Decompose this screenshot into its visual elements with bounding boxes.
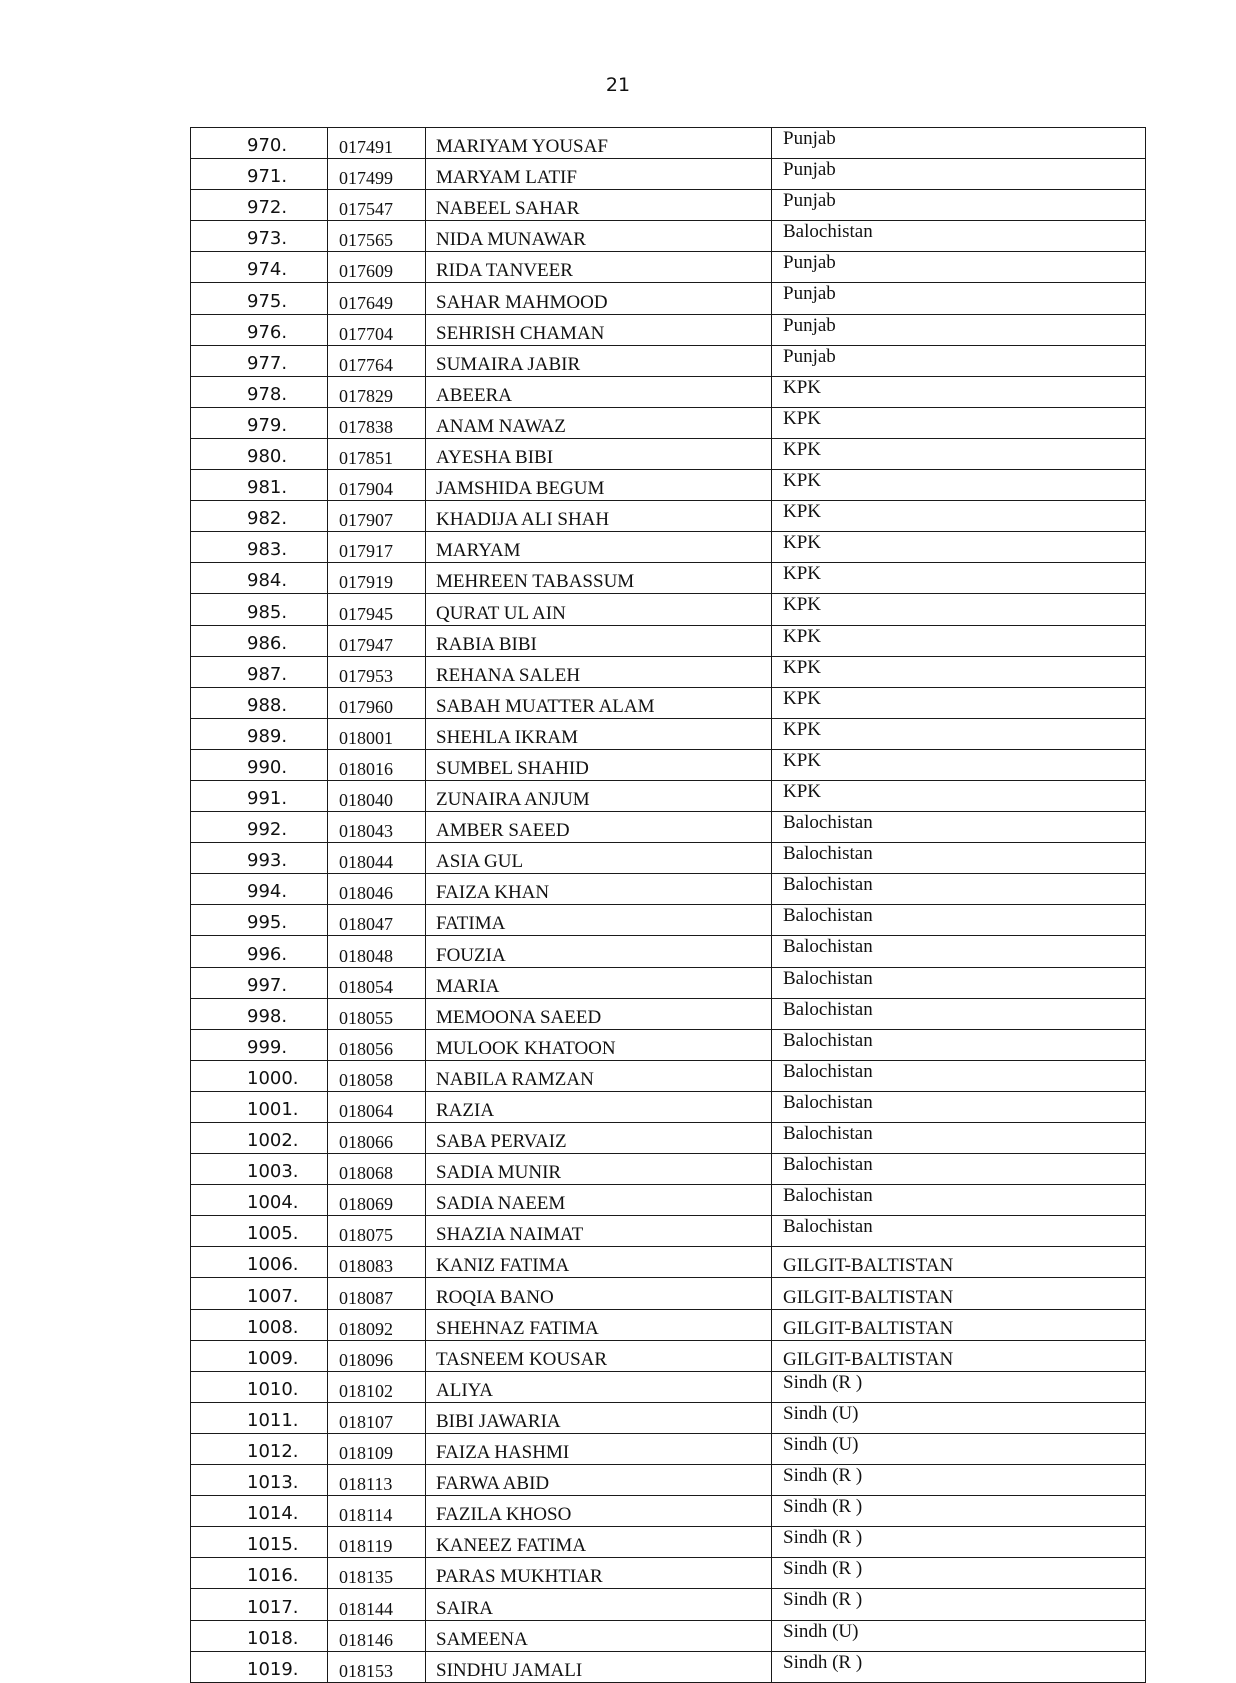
serial-number-cell: 1007. (191, 1278, 328, 1309)
roll-number-cell: 018102 (328, 1371, 426, 1402)
roll-number-cell: 018048 (328, 936, 426, 967)
table-row (191, 1558, 1146, 1589)
province-cell: Balochistan (772, 1091, 1146, 1122)
serial-number-cell: 987. (191, 656, 328, 687)
roll-number-cell: 018040 (328, 780, 426, 811)
table-row (191, 1216, 1146, 1247)
serial-number-cell: 1001. (191, 1091, 328, 1122)
candidate-name-cell: SAHAR MAHMOOD (426, 283, 772, 314)
table-row (191, 345, 1146, 376)
table-row (191, 1029, 1146, 1060)
province-cell: Balochistan (772, 1060, 1146, 1091)
province-cell: KPK (772, 470, 1146, 501)
candidate-name-cell: SHEHNAZ FATIMA (426, 1309, 772, 1340)
province-cell: KPK (772, 749, 1146, 780)
table-row (191, 1402, 1146, 1433)
province-cell: Sindh (U) (772, 1433, 1146, 1464)
candidate-name-cell: FAIZA KHAN (426, 874, 772, 905)
serial-number-cell: 1016. (191, 1558, 328, 1589)
serial-number-cell: 1019. (191, 1651, 328, 1682)
roll-number-cell: 017907 (328, 501, 426, 532)
candidate-name-cell: MARIA (426, 967, 772, 998)
table-row (191, 1465, 1146, 1496)
table-row (191, 780, 1146, 811)
table-row (191, 438, 1146, 469)
province-cell: Balochistan (772, 812, 1146, 843)
candidate-name-cell: SABAH MUATTER ALAM (426, 687, 772, 718)
candidate-name-cell: ZUNAIRA ANJUM (426, 780, 772, 811)
serial-number-cell: 997. (191, 967, 328, 998)
candidate-name-cell: KANEEZ FATIMA (426, 1527, 772, 1558)
roll-number-cell: 018146 (328, 1620, 426, 1651)
table-row (191, 656, 1146, 687)
roll-number-cell: 018113 (328, 1465, 426, 1496)
table-row (191, 470, 1146, 501)
table-row (191, 128, 1146, 159)
table-row (191, 594, 1146, 625)
roll-number-cell: 017491 (328, 128, 426, 159)
table-row (191, 1527, 1146, 1558)
table-row (191, 407, 1146, 438)
candidate-name-cell: MULOOK KHATOON (426, 1029, 772, 1060)
province-cell: Balochistan (772, 1185, 1146, 1216)
roll-number-cell: 018144 (328, 1589, 426, 1620)
serial-number-cell: 996. (191, 936, 328, 967)
candidate-name-cell: MEHREEN TABASSUM (426, 563, 772, 594)
roll-number-cell: 017547 (328, 190, 426, 221)
province-cell: KPK (772, 656, 1146, 687)
roll-number-cell: 018064 (328, 1091, 426, 1122)
serial-number-cell: 981. (191, 470, 328, 501)
serial-number-cell: 973. (191, 221, 328, 252)
roll-number-cell: 018114 (328, 1496, 426, 1527)
candidate-name-cell: NIDA MUNAWAR (426, 221, 772, 252)
province-cell: Sindh (U) (772, 1402, 1146, 1433)
table-row (191, 1123, 1146, 1154)
serial-number-cell: 1017. (191, 1589, 328, 1620)
candidate-name-cell: FARWA ABID (426, 1465, 772, 1496)
serial-number-cell: 1006. (191, 1247, 328, 1278)
table-row (191, 1309, 1146, 1340)
serial-number-cell: 978. (191, 376, 328, 407)
serial-number-cell: 982. (191, 501, 328, 532)
candidate-name-cell: SHEHLA IKRAM (426, 718, 772, 749)
candidate-rows (191, 128, 1146, 1683)
province-cell: KPK (772, 718, 1146, 749)
candidate-name-cell: RABIA BIBI (426, 625, 772, 656)
province-cell: Balochistan (772, 1029, 1146, 1060)
candidate-name-cell: SADIA NAEEM (426, 1185, 772, 1216)
roll-number-cell: 017499 (328, 159, 426, 190)
table-row (191, 718, 1146, 749)
candidate-name-cell: ANAM NAWAZ (426, 407, 772, 438)
serial-number-cell: 1014. (191, 1496, 328, 1527)
candidate-name-cell: MARIYAM YOUSAF (426, 128, 772, 159)
serial-number-cell: 986. (191, 625, 328, 656)
province-cell: KPK (772, 780, 1146, 811)
roll-number-cell: 018046 (328, 874, 426, 905)
roll-number-cell: 018119 (328, 1527, 426, 1558)
candidate-name-cell: FOUZIA (426, 936, 772, 967)
roll-number-cell: 018096 (328, 1340, 426, 1371)
serial-number-cell: 980. (191, 438, 328, 469)
table-row (191, 1247, 1146, 1278)
table-row (191, 1620, 1146, 1651)
roll-number-cell: 017565 (328, 221, 426, 252)
province-cell: KPK (772, 687, 1146, 718)
candidate-name-cell: BIBI JAWARIA (426, 1402, 772, 1433)
roll-number-cell: 018135 (328, 1558, 426, 1589)
candidate-name-cell: KHADIJA ALI SHAH (426, 501, 772, 532)
table-row (191, 905, 1146, 936)
serial-number-cell: 990. (191, 749, 328, 780)
province-cell: GILGIT-BALTISTAN (772, 1247, 1146, 1278)
serial-number-cell: 1008. (191, 1309, 328, 1340)
province-cell: KPK (772, 376, 1146, 407)
serial-number-cell: 988. (191, 687, 328, 718)
roll-number-cell: 018153 (328, 1651, 426, 1682)
table-row (191, 221, 1146, 252)
province-cell: KPK (772, 501, 1146, 532)
serial-number-cell: 972. (191, 190, 328, 221)
serial-number-cell: 1012. (191, 1433, 328, 1464)
roll-number-cell: 018107 (328, 1402, 426, 1433)
table-row (191, 532, 1146, 563)
table-row (191, 936, 1146, 967)
table-row (191, 314, 1146, 345)
serial-number-cell: 1000. (191, 1060, 328, 1091)
province-cell: Punjab (772, 159, 1146, 190)
serial-number-cell: 995. (191, 905, 328, 936)
province-cell: KPK (772, 407, 1146, 438)
serial-number-cell: 974. (191, 252, 328, 283)
province-cell: GILGIT-BALTISTAN (772, 1309, 1146, 1340)
province-cell: Balochistan (772, 1123, 1146, 1154)
roll-number-cell: 017904 (328, 470, 426, 501)
serial-number-cell: 998. (191, 998, 328, 1029)
candidate-name-cell: FAZILA KHOSO (426, 1496, 772, 1527)
serial-number-cell: 993. (191, 843, 328, 874)
page-number: 21 (605, 74, 631, 96)
candidate-name-cell: SEHRISH CHAMAN (426, 314, 772, 345)
table-row (191, 998, 1146, 1029)
candidate-name-cell: ROQIA BANO (426, 1278, 772, 1309)
serial-number-cell: 977. (191, 345, 328, 376)
candidate-name-cell: KANIZ FATIMA (426, 1247, 772, 1278)
candidate-name-cell: MARYAM LATIF (426, 159, 772, 190)
serial-number-cell: 1009. (191, 1340, 328, 1371)
table-row (191, 749, 1146, 780)
serial-number-cell: 983. (191, 532, 328, 563)
roll-number-cell: 018109 (328, 1433, 426, 1464)
candidate-name-cell: ASIA GUL (426, 843, 772, 874)
candidate-name-cell: RIDA TANVEER (426, 252, 772, 283)
candidate-name-cell: ALIYA (426, 1371, 772, 1402)
roll-number-cell: 017649 (328, 283, 426, 314)
province-cell: Sindh (R ) (772, 1496, 1146, 1527)
roll-number-cell: 017704 (328, 314, 426, 345)
province-cell: Balochistan (772, 1216, 1146, 1247)
province-cell: Sindh (R ) (772, 1558, 1146, 1589)
candidate-name-cell: TASNEEM KOUSAR (426, 1340, 772, 1371)
serial-number-cell: 994. (191, 874, 328, 905)
serial-number-cell: 971. (191, 159, 328, 190)
province-cell: Sindh (R ) (772, 1527, 1146, 1558)
table-row (191, 501, 1146, 532)
province-cell: Balochistan (772, 967, 1146, 998)
province-cell: Punjab (772, 128, 1146, 159)
candidate-name-cell: NABILA RAMZAN (426, 1060, 772, 1091)
candidate-name-cell: REHANA SALEH (426, 656, 772, 687)
province-cell: Sindh (R ) (772, 1465, 1146, 1496)
roll-number-cell: 017838 (328, 407, 426, 438)
province-cell: Balochistan (772, 998, 1146, 1029)
candidate-name-cell: SAIRA (426, 1589, 772, 1620)
serial-number-cell: 992. (191, 812, 328, 843)
table-row (191, 1185, 1146, 1216)
candidate-name-cell: SHAZIA NAIMAT (426, 1216, 772, 1247)
candidate-name-cell: FATIMA (426, 905, 772, 936)
roll-number-cell: 018066 (328, 1123, 426, 1154)
serial-number-cell: 1004. (191, 1185, 328, 1216)
roll-number-cell: 017953 (328, 656, 426, 687)
candidate-name-cell: ABEERA (426, 376, 772, 407)
candidate-name-cell: AMBER SAEED (426, 812, 772, 843)
candidate-name-cell: QURAT UL AIN (426, 594, 772, 625)
table-row (191, 563, 1146, 594)
province-cell: Balochistan (772, 905, 1146, 936)
serial-number-cell: 1013. (191, 1465, 328, 1496)
table-row (191, 1154, 1146, 1185)
province-cell: Punjab (772, 345, 1146, 376)
table-row (191, 1278, 1146, 1309)
serial-number-cell: 1002. (191, 1123, 328, 1154)
roll-number-cell: 018016 (328, 749, 426, 780)
candidate-name-cell: SADIA MUNIR (426, 1154, 772, 1185)
province-cell: Punjab (772, 252, 1146, 283)
province-cell: Balochistan (772, 843, 1146, 874)
province-cell: GILGIT-BALTISTAN (772, 1340, 1146, 1371)
province-cell: Sindh (U) (772, 1620, 1146, 1651)
table-row (191, 1371, 1146, 1402)
candidate-name-cell: NABEEL SAHAR (426, 190, 772, 221)
roll-number-cell: 018055 (328, 998, 426, 1029)
table-row (191, 967, 1146, 998)
table-row (191, 159, 1146, 190)
table-row (191, 843, 1146, 874)
roll-number-cell: 018075 (328, 1216, 426, 1247)
table-row (191, 252, 1146, 283)
table-row (191, 1496, 1146, 1527)
province-cell: Sindh (R ) (772, 1371, 1146, 1402)
table-row (191, 874, 1146, 905)
candidate-name-cell: AYESHA BIBI (426, 438, 772, 469)
table-row (191, 376, 1146, 407)
province-cell: GILGIT-BALTISTAN (772, 1278, 1146, 1309)
serial-number-cell: 984. (191, 563, 328, 594)
table-row (191, 190, 1146, 221)
candidate-name-cell: SINDHU JAMALI (426, 1651, 772, 1682)
roll-number-cell: 018054 (328, 967, 426, 998)
table-row (191, 1651, 1146, 1682)
candidate-name-cell: MARYAM (426, 532, 772, 563)
serial-number-cell: 1010. (191, 1371, 328, 1402)
candidate-name-cell: FAIZA HASHMI (426, 1433, 772, 1464)
province-cell: KPK (772, 532, 1146, 563)
serial-number-cell: 991. (191, 780, 328, 811)
roll-number-cell: 017829 (328, 376, 426, 407)
candidate-name-cell: MEMOONA SAEED (426, 998, 772, 1029)
serial-number-cell: 1018. (191, 1620, 328, 1651)
table-row (191, 1340, 1146, 1371)
serial-number-cell: 999. (191, 1029, 328, 1060)
candidate-name-cell: RAZIA (426, 1091, 772, 1122)
province-cell: Punjab (772, 283, 1146, 314)
roll-number-cell: 017945 (328, 594, 426, 625)
candidate-table (190, 127, 1146, 1683)
province-cell: Balochistan (772, 1154, 1146, 1185)
serial-number-cell: 970. (191, 128, 328, 159)
serial-number-cell: 1015. (191, 1527, 328, 1558)
roll-number-cell: 018058 (328, 1060, 426, 1091)
serial-number-cell: 1003. (191, 1154, 328, 1185)
province-cell: KPK (772, 625, 1146, 656)
roll-number-cell: 017947 (328, 625, 426, 656)
serial-number-cell: 976. (191, 314, 328, 345)
serial-number-cell: 979. (191, 407, 328, 438)
roll-number-cell: 018069 (328, 1185, 426, 1216)
roll-number-cell: 018068 (328, 1154, 426, 1185)
roll-number-cell: 018043 (328, 812, 426, 843)
candidate-name-cell: SAMEENA (426, 1620, 772, 1651)
serial-number-cell: 975. (191, 283, 328, 314)
table-row (191, 625, 1146, 656)
roll-number-cell: 018047 (328, 905, 426, 936)
roll-number-cell: 018083 (328, 1247, 426, 1278)
table-row (191, 283, 1146, 314)
candidate-name-cell: SABA PERVAIZ (426, 1123, 772, 1154)
province-cell: KPK (772, 563, 1146, 594)
table-row (191, 812, 1146, 843)
roll-number-cell: 018056 (328, 1029, 426, 1060)
table-row (191, 1433, 1146, 1464)
roll-number-cell: 017609 (328, 252, 426, 283)
province-cell: KPK (772, 438, 1146, 469)
province-cell: Sindh (R ) (772, 1651, 1146, 1682)
table-row (191, 1091, 1146, 1122)
candidate-name-cell: SUMAIRA JABIR (426, 345, 772, 376)
serial-number-cell: 1011. (191, 1402, 328, 1433)
province-cell: Punjab (772, 190, 1146, 221)
roll-number-cell: 018087 (328, 1278, 426, 1309)
province-cell: Balochistan (772, 936, 1146, 967)
roll-number-cell: 017917 (328, 532, 426, 563)
roll-number-cell: 017764 (328, 345, 426, 376)
table-row (191, 1589, 1146, 1620)
serial-number-cell: 985. (191, 594, 328, 625)
roll-number-cell: 017919 (328, 563, 426, 594)
province-cell: Sindh (R ) (772, 1589, 1146, 1620)
province-cell: Punjab (772, 314, 1146, 345)
roll-number-cell: 018001 (328, 718, 426, 749)
serial-number-cell: 1005. (191, 1216, 328, 1247)
province-cell: Balochistan (772, 874, 1146, 905)
table-row (191, 687, 1146, 718)
province-cell: KPK (772, 594, 1146, 625)
candidate-name-cell: JAMSHIDA BEGUM (426, 470, 772, 501)
province-cell: Balochistan (772, 221, 1146, 252)
roll-number-cell: 018044 (328, 843, 426, 874)
roll-number-cell: 017851 (328, 438, 426, 469)
candidate-name-cell: SUMBEL SHAHID (426, 749, 772, 780)
table-row (191, 1060, 1146, 1091)
roll-number-cell: 017960 (328, 687, 426, 718)
roll-number-cell: 018092 (328, 1309, 426, 1340)
candidate-name-cell: PARAS MUKHTIAR (426, 1558, 772, 1589)
serial-number-cell: 989. (191, 718, 328, 749)
